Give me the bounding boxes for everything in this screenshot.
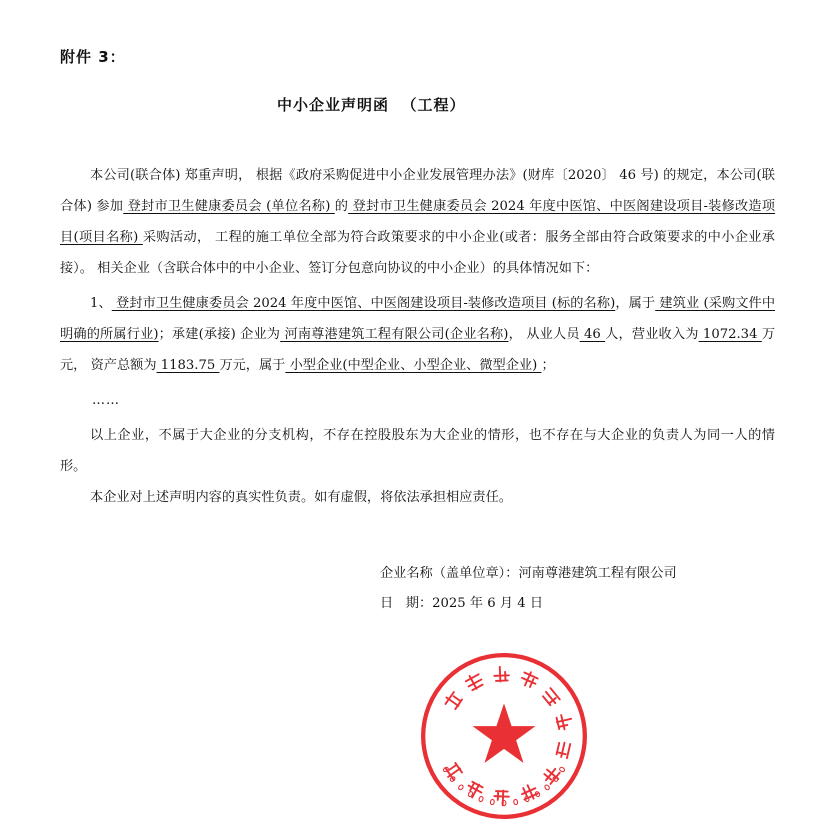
- page-title: 中小企业声明函 （工程）: [277, 96, 466, 114]
- seal-glyph-mark: [443, 761, 463, 781]
- seal-ring: [423, 655, 585, 817]
- seal-digit-mark: [443, 767, 449, 773]
- attachment-label: 附件 3：: [60, 48, 126, 66]
- seal-star-icon: [473, 703, 536, 763]
- employees-field: 46: [579, 327, 606, 342]
- seal-digit-mark: [513, 799, 518, 805]
- enterprise-size-field: 小型企业(中型企业、小型企业、微型企业): [285, 358, 542, 373]
- item-text: ；承建(承接) 企业为: [158, 327, 281, 342]
- seal-digit-mark: [535, 791, 541, 797]
- item-text: ，属于: [615, 296, 656, 311]
- seal-glyph-mark: [494, 667, 509, 682]
- declaration-text-3: 采购活动， 工程的施工单位全部为符合政策要求的中小企业(或者：服务全部由符合政策要求的中小企业承接）。 相关企业（含联合体中的中小企业、签订分包意向协议的中小企业）的具体情况如下：: [60, 230, 775, 276]
- revenue-field: 1072.34: [698, 327, 762, 342]
- seal-glyph-mark: [443, 690, 463, 710]
- seal-digit-mark: [559, 767, 565, 773]
- seal-digit-mark: [490, 799, 495, 805]
- item-text: ， 从业人员: [508, 327, 580, 342]
- declaration-text-2: 的: [334, 199, 349, 214]
- seal-glyph-mark: [542, 688, 560, 706]
- seal-lettering-marks: [443, 667, 573, 806]
- signature-block: [60, 559, 775, 619]
- seal-glyph-mark: [556, 713, 574, 731]
- assets-field: 1183.75: [156, 358, 220, 373]
- signature-company-line: [380, 559, 775, 589]
- date-label: 日 期：: [380, 596, 433, 611]
- project-name-field: 登封市卫生健康委员会 2024 年度中医馆、中医阁建设项目-装修改造项目(项目名称): [60, 199, 776, 245]
- item-text: 万元，属于: [219, 358, 286, 373]
- item-text: 人，营业收入为: [605, 327, 699, 342]
- seal-number-marks: [443, 767, 566, 806]
- seal-glyph-mark: [520, 670, 539, 689]
- seal-digit-mark: [502, 801, 506, 806]
- seal-digit-mark: [524, 796, 529, 802]
- responsibility-paragraph: 本企业对上述声明内容的真实性负责。如有虚假，将依法承担相应责任。: [90, 490, 512, 505]
- document-page: [60, 46, 775, 619]
- signature-company-name: 河南尊港建筑工程有限公司: [518, 566, 677, 581]
- non-affiliation-paragraph: 以上企业，不属于大企业的分支机构，不存在控股股东为大企业的情形，也不存在与大企业的负责人为同一人的情形。: [60, 428, 775, 474]
- company-seal: [418, 650, 590, 822]
- seal-glyph-mark: [520, 783, 539, 802]
- item-text: 万元， 资产总额为: [60, 327, 775, 373]
- seal-digit-mark: [468, 791, 474, 797]
- seal-digit-mark: [478, 796, 483, 802]
- item-number: 1、: [90, 296, 112, 311]
- signature-date-line: [380, 589, 775, 619]
- company-label: 企业名称（盖单位章）：: [380, 566, 519, 581]
- date-value: 2025 年 6 月 4 日: [432, 596, 544, 611]
- declaration-paragraph: [60, 160, 775, 284]
- seal-glyph-mark: [494, 790, 509, 805]
- seal-digit-mark: [544, 784, 550, 790]
- declaration-text-1: 本公司(联合体) 郑重声明， 根据《政府采购促进中小企业发展管理办法》(财库〔2020〕 46 号) 的规定，本公司(联合体) 参加: [60, 168, 775, 214]
- seal-glyph-mark: [464, 780, 484, 800]
- seal-glyph-mark: [556, 742, 570, 759]
- subject-name-field: 登封市卫生健康委员会 2024 年度中医馆、中医阁建设项目-装修改造项目 (标的名称): [111, 296, 616, 311]
- industry-field: 建筑业 (采购文件中明确的所属行业): [60, 296, 776, 342]
- seal-glyph-mark: [464, 672, 484, 692]
- company-name-field: 河南尊港建筑工程有限公司(企业名称): [280, 327, 509, 342]
- purchaser-name-field: 登封市卫生健康委员会 (单位名称): [123, 199, 335, 214]
- seal-digit-mark: [449, 776, 455, 782]
- item-text: ；: [541, 358, 555, 373]
- enterprise-item-1: [60, 288, 775, 381]
- seal-digit-mark: [552, 776, 558, 782]
- seal-digit-mark: [458, 784, 464, 790]
- seal-glyph-mark: [541, 765, 562, 786]
- ellipsis: ……: [92, 393, 120, 408]
